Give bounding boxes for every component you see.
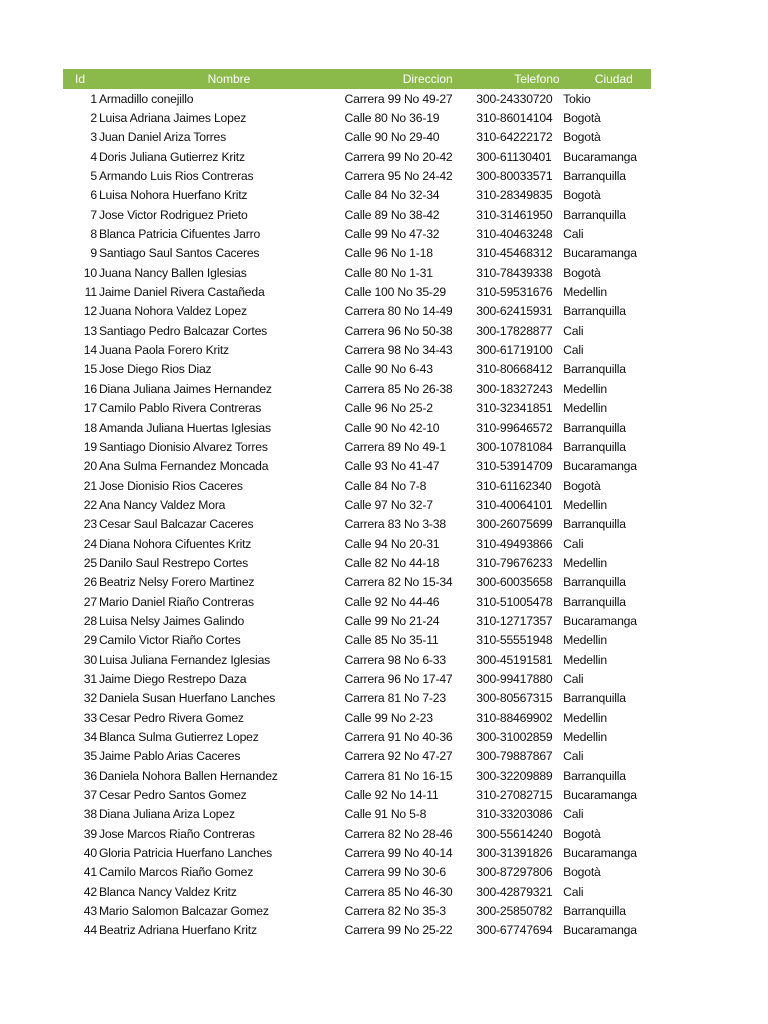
cell-ciudad: Barranquilla bbox=[563, 207, 626, 222]
cell-id: 22 bbox=[83, 497, 97, 512]
cell-direccion: Calle 96 No 25-2 bbox=[344, 401, 433, 416]
cell-nombre: Armadillo conejillo bbox=[98, 91, 194, 106]
cell-nombre: Luisa Nohora Huerfano Kritz bbox=[98, 188, 248, 203]
cell-ciudad: Barranquilla bbox=[563, 439, 626, 454]
cell-nombre: Armando Luis Rios Contreras bbox=[98, 169, 254, 184]
cell-id: 12 bbox=[83, 304, 97, 319]
cell-ciudad: Bogotà bbox=[563, 111, 601, 126]
cell-ciudad: Barranquilla bbox=[563, 304, 626, 319]
cell-telefono: 300-42879321 bbox=[476, 884, 553, 899]
cell-direccion: Calle 85 No 35-11 bbox=[344, 633, 439, 648]
cell-ciudad: Cali bbox=[563, 323, 584, 338]
cell-nombre: Daniela Susan Huerfano Lanches bbox=[98, 691, 276, 706]
table-row bbox=[63, 901, 651, 920]
table-row bbox=[63, 708, 651, 727]
cell-direccion: Carrera 81 No 7-23 bbox=[344, 691, 446, 706]
cell-nombre: Cesar Pedro Rivera Gomez bbox=[98, 710, 244, 725]
cell-telefono: 300-67747694 bbox=[476, 923, 553, 938]
table-row bbox=[63, 805, 651, 824]
cell-direccion: Calle 89 No 38-42 bbox=[344, 207, 440, 222]
cell-id: 37 bbox=[83, 788, 97, 803]
cell-ciudad: Barranquilla bbox=[563, 904, 626, 919]
cell-ciudad: Medellin bbox=[563, 285, 607, 300]
cell-direccion: Calle 93 No 41-47 bbox=[344, 459, 440, 474]
table-row bbox=[63, 108, 651, 127]
cell-ciudad: Cali bbox=[563, 227, 584, 242]
cell-nombre: Camilo Marcos Riaño Gomez bbox=[98, 865, 254, 880]
cell-telefono: 310-27082715 bbox=[476, 788, 553, 803]
cell-telefono: 310-32341851 bbox=[476, 401, 553, 416]
table-row bbox=[63, 399, 651, 418]
cell-ciudad: Medellin bbox=[563, 555, 607, 570]
table-row bbox=[63, 573, 651, 592]
table-row bbox=[63, 553, 651, 572]
table-row bbox=[63, 747, 651, 766]
cell-direccion: Carrera 89 No 49-1 bbox=[344, 439, 446, 454]
cell-direccion: Carrera 82 No 28-46 bbox=[344, 826, 453, 841]
cell-id: 38 bbox=[83, 807, 97, 822]
cell-ciudad: Cali bbox=[563, 884, 584, 899]
cell-direccion: Carrera 96 No 50-38 bbox=[344, 323, 453, 338]
cell-nombre: Ana Sulma Fernandez Moncada bbox=[98, 459, 269, 474]
cell-id: 5 bbox=[90, 169, 97, 184]
cell-direccion: Carrera 95 No 24-42 bbox=[344, 169, 453, 184]
cell-ciudad: Tokio bbox=[563, 91, 591, 106]
cell-telefono: 310-61162340 bbox=[476, 478, 552, 493]
cell-id: 36 bbox=[83, 768, 97, 783]
cell-ciudad: Barranquilla bbox=[563, 420, 626, 435]
table-row bbox=[63, 89, 651, 108]
cell-nombre: Jaime Diego Restrepo Daza bbox=[98, 671, 247, 686]
cell-ciudad: Bogotà bbox=[563, 865, 601, 880]
cell-nombre: Cesar Saul Balcazar Caceres bbox=[98, 517, 254, 532]
cell-ciudad: Medellin bbox=[563, 401, 607, 416]
cell-id: 43 bbox=[83, 904, 97, 919]
cell-id: 35 bbox=[83, 749, 97, 764]
cell-id: 21 bbox=[83, 478, 97, 493]
table-row bbox=[63, 843, 651, 862]
cell-id: 2 bbox=[90, 111, 97, 126]
cell-direccion: Carrera 98 No 6-33 bbox=[344, 652, 446, 667]
cell-nombre: Jose Diego Rios Diaz bbox=[98, 362, 212, 377]
cell-telefono: 300-61719100 bbox=[476, 343, 553, 358]
table-row bbox=[63, 785, 651, 804]
table-row bbox=[63, 186, 651, 205]
cell-direccion: Calle 84 No 7-8 bbox=[344, 478, 427, 493]
cell-direccion: Calle 80 No 36-19 bbox=[344, 111, 440, 126]
cell-nombre: Luisa Adriana Jaimes Lopez bbox=[98, 111, 247, 126]
cell-ciudad: Bogotà bbox=[563, 130, 601, 145]
cell-id: 19 bbox=[83, 439, 97, 454]
cell-direccion: Calle 96 No 1-18 bbox=[344, 246, 433, 261]
table-row bbox=[63, 650, 651, 669]
cell-id: 13 bbox=[83, 323, 97, 338]
cell-nombre: Luisa Nelsy Jaimes Galindo bbox=[98, 613, 245, 628]
cell-telefono: 310-86014104 bbox=[476, 111, 553, 126]
cell-ciudad: Barranquilla bbox=[563, 691, 626, 706]
cell-id: 7 bbox=[90, 207, 97, 222]
cell-ciudad: Cali bbox=[563, 343, 584, 358]
table-row bbox=[63, 128, 651, 147]
table-row bbox=[63, 282, 651, 301]
cell-id: 27 bbox=[83, 594, 97, 609]
cell-id: 15 bbox=[83, 362, 97, 377]
header-ciudad: Ciudad bbox=[594, 72, 633, 86]
cell-direccion: Calle 94 No 20-31 bbox=[344, 536, 440, 551]
cell-telefono: 310-55551948 bbox=[476, 633, 553, 648]
cell-direccion: Calle 82 No 44-18 bbox=[344, 555, 440, 570]
table-row bbox=[63, 689, 651, 708]
table-row bbox=[63, 437, 651, 456]
cell-direccion: Calle 99 No 2-23 bbox=[344, 710, 433, 725]
cell-direccion: Carrera 91 No 40-36 bbox=[344, 730, 453, 745]
cell-direccion: Carrera 98 No 34-43 bbox=[344, 343, 453, 358]
cell-id: 6 bbox=[90, 188, 97, 203]
table-row bbox=[63, 379, 651, 398]
table-row bbox=[63, 166, 651, 185]
cell-telefono: 300-79887867 bbox=[476, 749, 553, 764]
cell-nombre: Diana Juliana Ariza Lopez bbox=[98, 807, 235, 822]
cell-ciudad: Bucaramanga bbox=[563, 459, 637, 474]
table-row bbox=[63, 863, 651, 882]
header-direccion: Direccion bbox=[402, 72, 453, 86]
cell-nombre: Daniela Nohora Ballen Hernandez bbox=[98, 768, 278, 783]
cell-nombre: Jose Dionisio Rios Caceres bbox=[98, 478, 243, 493]
cell-telefono: 310-40463248 bbox=[476, 227, 553, 242]
cell-ciudad: Barranquilla bbox=[563, 594, 626, 609]
table-row bbox=[63, 224, 651, 243]
cell-telefono: 300-80567315 bbox=[476, 691, 553, 706]
cell-id: 4 bbox=[90, 149, 97, 164]
cell-ciudad: Bucaramanga bbox=[563, 613, 637, 628]
cell-id: 26 bbox=[83, 575, 97, 590]
table-row bbox=[63, 302, 651, 321]
cell-id: 17 bbox=[83, 401, 97, 416]
cell-id: 28 bbox=[83, 613, 97, 628]
cell-nombre: Camilo Victor Riaño Cortes bbox=[98, 633, 241, 648]
cell-nombre: Santiago Saul Santos Caceres bbox=[98, 246, 260, 261]
cell-telefono: 300-18327243 bbox=[476, 381, 553, 396]
cell-id: 34 bbox=[83, 730, 97, 745]
table-row bbox=[63, 457, 651, 476]
cell-ciudad: Bucaramanga bbox=[563, 246, 637, 261]
cell-direccion: Calle 84 No 32-34 bbox=[344, 188, 440, 203]
table-row bbox=[63, 515, 651, 534]
cell-telefono: 300-24330720 bbox=[476, 91, 553, 106]
table-row bbox=[63, 147, 651, 166]
cell-telefono: 300-31002859 bbox=[476, 730, 553, 745]
cell-telefono: 310-88469902 bbox=[476, 710, 553, 725]
cell-id: 41 bbox=[83, 865, 97, 880]
cell-ciudad: Medellin bbox=[563, 710, 607, 725]
table-row bbox=[63, 882, 651, 901]
cell-direccion: Calle 92 No 14-11 bbox=[344, 788, 439, 803]
cell-telefono: 300-10781084 bbox=[476, 439, 553, 454]
cell-direccion: Calle 80 No 1-31 bbox=[344, 265, 433, 280]
cell-telefono: 310-78439338 bbox=[476, 265, 553, 280]
cell-ciudad: Medellin bbox=[563, 381, 607, 396]
cell-telefono: 300-61130401 bbox=[476, 149, 552, 164]
cell-nombre: Jaime Daniel Rivera Castañeda bbox=[98, 285, 265, 300]
table-row bbox=[63, 360, 651, 379]
cell-ciudad: Bucaramanga bbox=[563, 923, 637, 938]
cell-direccion: Carrera 81 No 16-15 bbox=[344, 768, 453, 783]
cell-ciudad: Bogotà bbox=[563, 265, 601, 280]
cell-id: 1 bbox=[90, 91, 97, 106]
cell-direccion: Calle 99 No 47-32 bbox=[344, 227, 440, 242]
cell-telefono: 300-60035658 bbox=[476, 575, 553, 590]
cell-telefono: 300-62415931 bbox=[476, 304, 553, 319]
table-row bbox=[63, 418, 651, 437]
cell-direccion: Carrera 82 No 15-34 bbox=[344, 575, 453, 590]
cell-id: 11 bbox=[84, 285, 97, 300]
cell-nombre: Diana Nohora Cifuentes Kritz bbox=[98, 536, 252, 551]
cell-id: 30 bbox=[83, 652, 97, 667]
cell-nombre: Gloria Patricia Huerfano Lanches bbox=[98, 846, 273, 861]
cell-nombre: Camilo Pablo Rivera Contreras bbox=[98, 401, 262, 416]
cell-ciudad: Cali bbox=[563, 749, 584, 764]
cell-direccion: Carrera 83 No 3-38 bbox=[344, 517, 446, 532]
cell-telefono: 300-26075699 bbox=[476, 517, 553, 532]
table-row bbox=[63, 263, 651, 282]
cell-id: 20 bbox=[83, 459, 97, 474]
cell-nombre: Luisa Juliana Fernandez Iglesias bbox=[98, 652, 271, 667]
cell-ciudad: Cali bbox=[563, 536, 584, 551]
cell-nombre: Juan Daniel Ariza Torres bbox=[98, 130, 227, 145]
table-row bbox=[63, 727, 651, 746]
cell-telefono: 300-55614240 bbox=[476, 826, 553, 841]
cell-nombre: Diana Juliana Jaimes Hernandez bbox=[98, 381, 272, 396]
cell-ciudad: Barranquilla bbox=[563, 768, 626, 783]
cell-telefono: 310-80668412 bbox=[476, 362, 553, 377]
cell-ciudad: Medellin bbox=[563, 497, 607, 512]
table-row bbox=[63, 592, 651, 611]
table-row bbox=[63, 921, 651, 940]
cell-id: 8 bbox=[90, 227, 97, 242]
cell-id: 16 bbox=[83, 381, 97, 396]
cell-telefono: 300-45191581 bbox=[476, 652, 553, 667]
cell-direccion: Carrera 80 No 14-49 bbox=[344, 304, 453, 319]
cell-direccion: Carrera 99 No 40-14 bbox=[344, 846, 453, 861]
cell-nombre: Beatriz Adriana Huerfano Kritz bbox=[98, 923, 257, 938]
cell-direccion: Calle 90 No 29-40 bbox=[344, 130, 440, 145]
header-nombre: Nombre bbox=[207, 72, 251, 86]
cell-telefono: 300-31391826 bbox=[476, 846, 553, 861]
cell-telefono: 310-59531676 bbox=[476, 285, 553, 300]
table-row bbox=[63, 495, 651, 514]
cell-ciudad: Medellin bbox=[563, 730, 607, 745]
cell-telefono: 310-12717357 bbox=[476, 613, 553, 628]
cell-direccion: Calle 92 No 44-46 bbox=[344, 594, 440, 609]
cell-ciudad: Barranquilla bbox=[563, 169, 626, 184]
cell-nombre: Jose Victor Rodriguez Prieto bbox=[98, 207, 248, 222]
cell-telefono: 310-51005478 bbox=[476, 594, 553, 609]
cell-telefono: 310-53914709 bbox=[476, 459, 553, 474]
cell-nombre: Danilo Saul Restrepo Cortes bbox=[98, 555, 248, 570]
cell-direccion: Calle 97 No 32-7 bbox=[344, 497, 433, 512]
table-row bbox=[63, 340, 651, 359]
table-row bbox=[63, 669, 651, 688]
cell-nombre: Jose Marcos Riaño Contreras bbox=[98, 826, 255, 841]
cell-nombre: Doris Juliana Gutierrez Kritz bbox=[98, 149, 245, 164]
cell-direccion: Calle 99 No 21-24 bbox=[344, 613, 440, 628]
cell-id: 18 bbox=[83, 420, 97, 435]
table-header-row bbox=[63, 69, 651, 89]
cell-direccion: Carrera 82 No 35-3 bbox=[344, 904, 446, 919]
cell-telefono: 300-87297806 bbox=[476, 865, 553, 880]
table-row bbox=[63, 631, 651, 650]
cell-telefono: 310-40064101 bbox=[476, 497, 553, 512]
table-row bbox=[63, 244, 651, 263]
cell-ciudad: Bogotà bbox=[563, 188, 601, 203]
cell-telefono: 310-31461950 bbox=[476, 207, 553, 222]
cell-direccion: Calle 90 No 42-10 bbox=[344, 420, 440, 435]
cell-nombre: Blanca Sulma Gutierrez Lopez bbox=[98, 730, 259, 745]
table-row bbox=[63, 476, 651, 495]
cell-id: 9 bbox=[90, 246, 97, 261]
cell-id: 31 bbox=[83, 671, 97, 686]
data-table bbox=[63, 69, 651, 940]
cell-direccion: Carrera 92 No 47-27 bbox=[344, 749, 453, 764]
cell-nombre: Beatriz Nelsy Forero Martinez bbox=[98, 575, 255, 590]
cell-ciudad: Barranquilla bbox=[563, 517, 626, 532]
header-id: Id bbox=[75, 72, 86, 86]
cell-id: 10 bbox=[83, 265, 97, 280]
cell-id: 14 bbox=[83, 343, 97, 358]
cell-ciudad: Medellin bbox=[563, 633, 607, 648]
cell-id: 25 bbox=[83, 555, 97, 570]
cell-telefono: 310-64222172 bbox=[476, 130, 553, 145]
cell-direccion: Carrera 99 No 49-27 bbox=[344, 91, 453, 106]
cell-nombre: Mario Daniel Riaño Contreras bbox=[98, 594, 254, 609]
cell-id: 29 bbox=[83, 633, 97, 648]
cell-ciudad: Cali bbox=[563, 807, 584, 822]
cell-id: 32 bbox=[83, 691, 97, 706]
cell-telefono: 300-25850782 bbox=[476, 904, 553, 919]
cell-id: 39 bbox=[83, 826, 97, 841]
cell-telefono: 300-99417880 bbox=[476, 671, 553, 686]
cell-ciudad: Bucaramanga bbox=[563, 149, 637, 164]
cell-telefono: 310-45468312 bbox=[476, 246, 553, 261]
cell-ciudad: Bucaramanga bbox=[563, 788, 637, 803]
cell-ciudad: Barranquilla bbox=[563, 575, 626, 590]
table-row bbox=[63, 824, 651, 843]
cell-nombre: Blanca Patricia Cifuentes Jarro bbox=[98, 227, 261, 242]
cell-id: 44 bbox=[83, 923, 97, 938]
cell-id: 24 bbox=[83, 536, 97, 551]
header-telefono: Telefono bbox=[514, 72, 560, 86]
cell-id: 42 bbox=[83, 884, 97, 899]
cell-direccion: Calle 91 No 5-8 bbox=[344, 807, 427, 822]
table-row bbox=[63, 205, 651, 224]
cell-nombre: Juana Nohora Valdez Lopez bbox=[98, 304, 247, 319]
cell-telefono: 310-99646572 bbox=[476, 420, 553, 435]
cell-direccion: Carrera 96 No 17-47 bbox=[344, 671, 453, 686]
cell-ciudad: Bucaramanga bbox=[563, 846, 637, 861]
cell-telefono: 310-33203086 bbox=[476, 807, 553, 822]
cell-direccion: Carrera 99 No 20-42 bbox=[344, 149, 453, 164]
cell-direccion: Calle 100 No 35-29 bbox=[344, 285, 446, 300]
cell-ciudad: Medellin bbox=[563, 652, 607, 667]
cell-ciudad: Bogotà bbox=[563, 478, 601, 493]
cell-direccion: Carrera 85 No 46-30 bbox=[344, 884, 453, 899]
cell-nombre: Jaime Pablo Arias Caceres bbox=[98, 749, 241, 764]
cell-nombre: Amanda Juliana Huertas Iglesias bbox=[98, 420, 271, 435]
table-body bbox=[63, 89, 651, 940]
cell-telefono: 300-32209889 bbox=[476, 768, 553, 783]
cell-telefono: 300-80033571 bbox=[476, 169, 553, 184]
cell-nombre: Ana Nancy Valdez Mora bbox=[98, 497, 226, 512]
cell-id: 23 bbox=[83, 517, 97, 532]
cell-nombre: Juana Paola Forero Kritz bbox=[98, 343, 229, 358]
cell-telefono: 310-28349835 bbox=[476, 188, 553, 203]
cell-direccion: Carrera 99 No 30-6 bbox=[344, 865, 446, 880]
cell-direccion: Carrera 85 No 26-38 bbox=[344, 381, 453, 396]
table-row bbox=[63, 534, 651, 553]
cell-nombre: Cesar Pedro Santos Gomez bbox=[98, 788, 247, 803]
cell-nombre: Santiago Pedro Balcazar Cortes bbox=[98, 323, 268, 338]
cell-nombre: Blanca Nancy Valdez Kritz bbox=[98, 884, 237, 899]
cell-ciudad: Cali bbox=[563, 671, 584, 686]
cell-telefono: 300-17828877 bbox=[476, 323, 553, 338]
table-row bbox=[63, 766, 651, 785]
cell-telefono: 310-49493866 bbox=[476, 536, 553, 551]
cell-id: 3 bbox=[90, 130, 97, 145]
table-row bbox=[63, 321, 651, 340]
cell-nombre: Mario Salomon Balcazar Gomez bbox=[98, 904, 269, 919]
cell-id: 33 bbox=[83, 710, 97, 725]
cell-id: 40 bbox=[83, 846, 97, 861]
cell-direccion: Calle 90 No 6-43 bbox=[344, 362, 433, 377]
cell-direccion: Carrera 99 No 25-22 bbox=[344, 923, 453, 938]
cell-ciudad: Bogotà bbox=[563, 826, 601, 841]
cell-nombre: Juana Nancy Ballen Iglesias bbox=[98, 265, 247, 280]
cell-telefono: 310-79676233 bbox=[476, 555, 553, 570]
cell-ciudad: Barranquilla bbox=[563, 362, 626, 377]
cell-nombre: Santiago Dionisio Alvarez Torres bbox=[98, 439, 268, 454]
table-row bbox=[63, 611, 651, 630]
